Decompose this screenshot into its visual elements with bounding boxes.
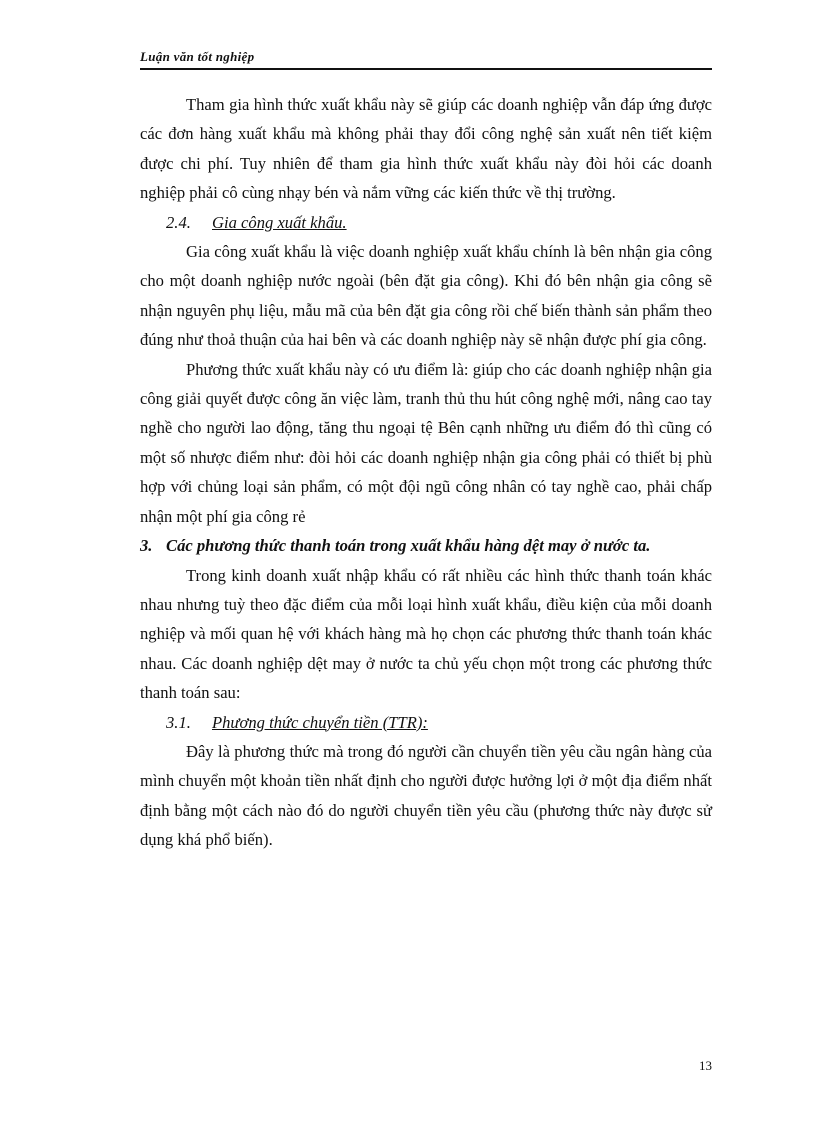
heading-title: Phương thức chuyển tiền (TTR): — [212, 712, 428, 732]
paragraph-payment-methods-intro: Trong kinh doanh xuất nhập khẩu có rất nhiều các hình thức thanh toán khác nhau nhưng tuỳ theo đặc điểm của mỗi loại hình xuất khẩu, điều kiện của mỗi doanh nghiệp và mối quan hệ với khách hàng mà họ chọn các phương thức thanh toán khác nhau. Các doanh nghiệp dệt may ở nước ta chủ yếu chọn một trong các phương thức thanh toán sau: — [140, 565, 712, 703]
heading-section-3 — [140, 531, 712, 560]
header-title: Luận văn tốt nghiệp — [140, 49, 255, 64]
heading-2-4 — [140, 208, 712, 237]
page-number: 13 — [699, 1058, 712, 1073]
paragraph-ttr-definition: Đây là phương thức mà trong đó người cần chuyển tiền yêu cầu ngân hàng của mình chuyển một khoản tiền nhất định cho người được hưởng lợi ở một địa điểm nhất định bằng một cách nào đó do người chuyển tiền yêu cầu (phương thức này được sử dụng khá phổ biến). — [140, 741, 712, 850]
paragraph-processing-pros-cons: Phương thức xuất khẩu này có ưu điểm là: giúp cho các doanh nghiệp nhận gia công giải quyết được công ăn việc làm, tranh thủ thu hút công nghệ mới, nâng cao tay nghề cho người lao động, tăng thu ngoại tệ Bên cạnh những ưu điểm đó thì cũng có một số nhược điểm như: đòi hỏi các doanh nghiệp nhận gia công phải có thiết bị phù hợp với chủng loại sản phẩm, có một đội ngũ công nhân có tay nghề cao, phải chấp nhận một phí gia công rẻ — [140, 359, 712, 526]
page-header — [140, 48, 712, 70]
heading-title: Các phương thức thanh toán trong xuất khẩu hàng dệt may ở nước ta. — [166, 536, 651, 556]
heading-3-1 — [140, 708, 712, 737]
heading-number: 3. — [140, 536, 153, 556]
paragraph-export-form-benefits: Tham gia hình thức xuất khẩu này sẽ giúp các doanh nghiệp vẫn đáp ứng được các đơn hàng xuất khẩu mà không phải thay đổi công nghệ sản xuất nên tiết kiệm được chi phí. Tuy nhiên để tham gia hình thức xuất khẩu này đòi hỏi các doanh nghiệp phải cô cùng nhạy bén và nắm vững các kiến thức về thị trường. — [140, 95, 712, 203]
heading-number: 2.4. — [166, 212, 191, 232]
heading-number: 3.1. — [166, 712, 191, 732]
page-body — [140, 90, 712, 855]
header-rule — [140, 68, 712, 70]
paragraph-processing-definition: Gia công xuất khẩu là việc doanh nghiệp xuất khẩu chính là bên nhận gia công cho một doanh nghiệp nước ngoài (bên đặt gia công). Khi đó bên nhận gia công sẽ nhận nguyên phụ liệu, mẫu mã của bên đặt gia công rồi chế biến thành sản phẩm theo đúng như thoả thuận của hai bên và các doanh nghiệp này sẽ nhận được phí gia công. — [140, 242, 712, 350]
heading-title: Gia công xuất khẩu. — [212, 212, 347, 232]
